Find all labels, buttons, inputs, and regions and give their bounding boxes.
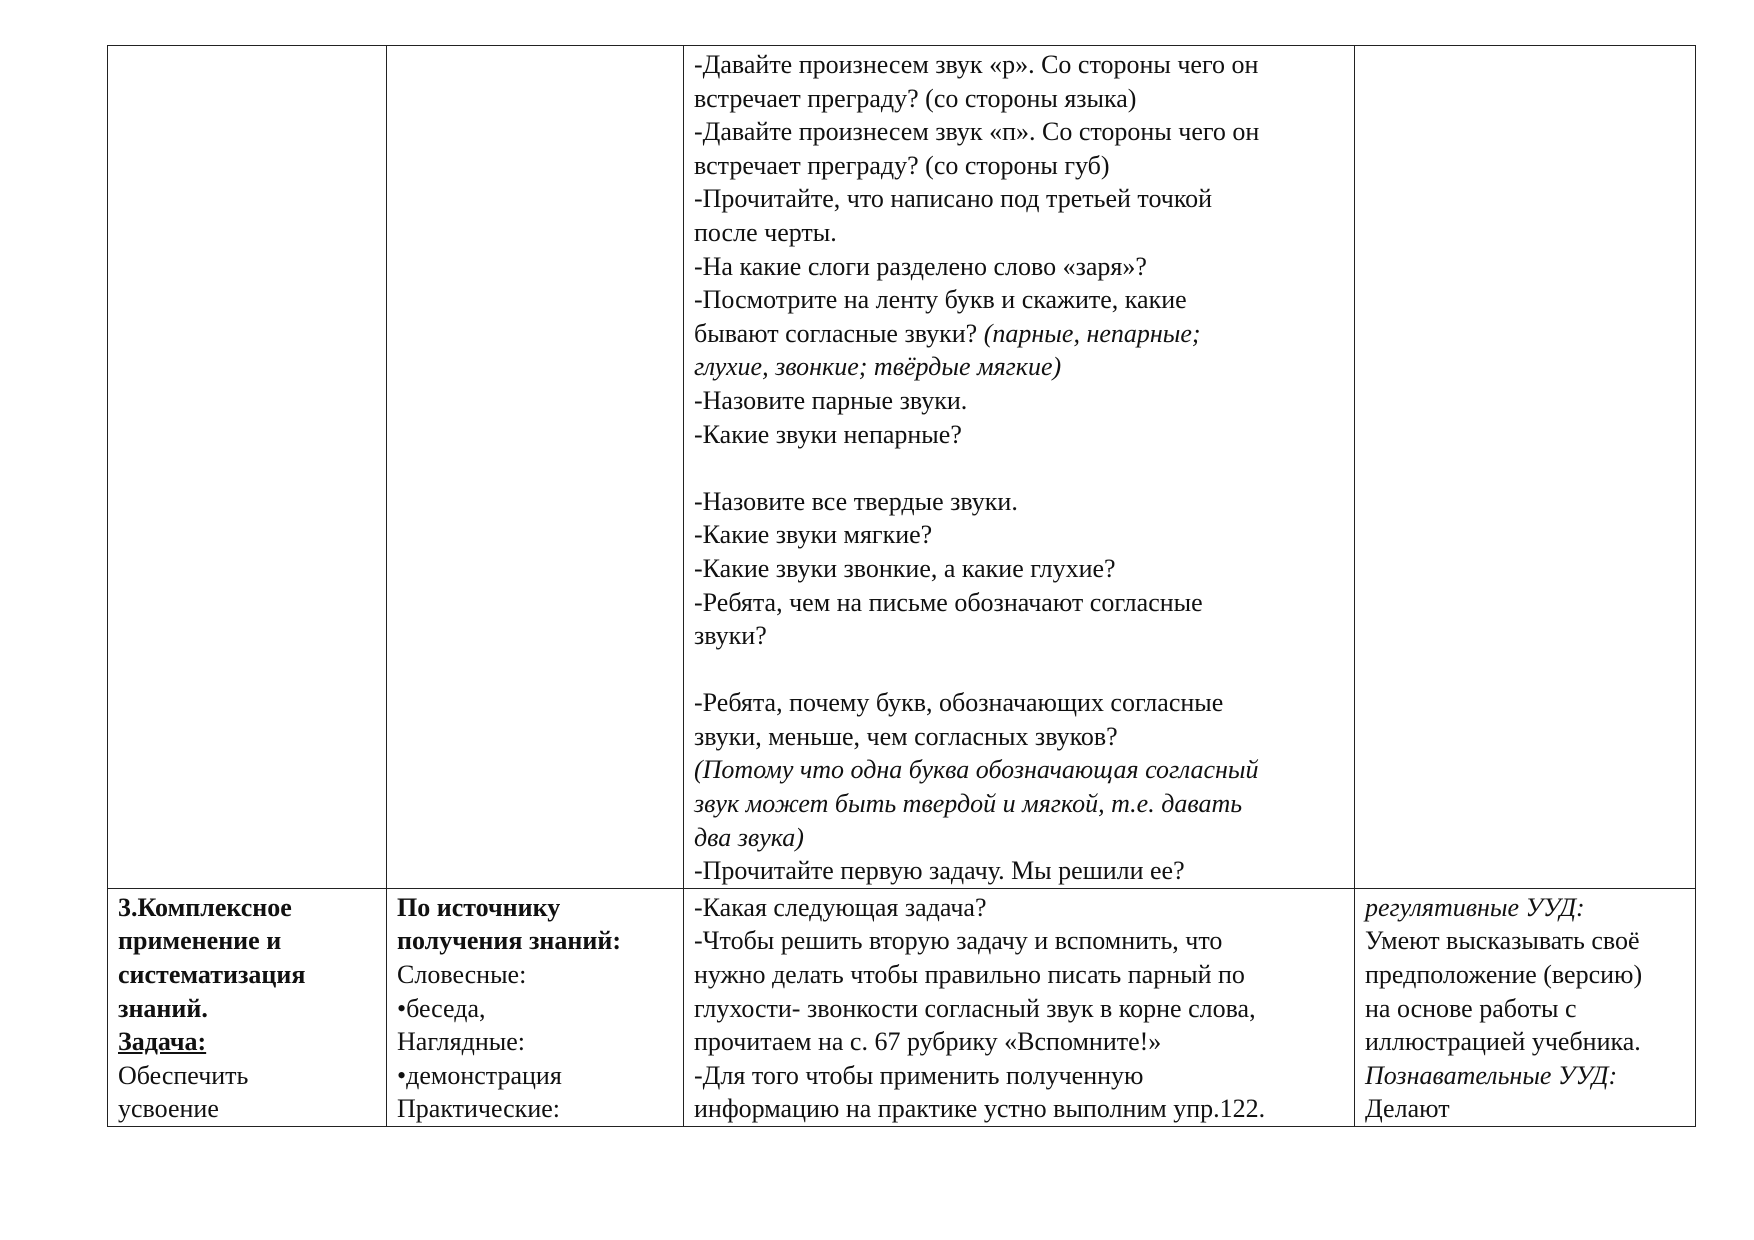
text-line: -Ребята, чем на письме обозначают согласные [694,587,1203,617]
text-line: два звука) [694,822,804,852]
text-lines [694,48,1344,888]
text-line: -Прочитайте, что написано под третьей точкой [694,184,1213,214]
text-line: -На какие слоги разделено слово «заря»? [694,251,1147,281]
text-line: после черты. [694,217,837,247]
text-line: Словесные: [397,960,527,990]
text-line: 3.Комплексное [118,892,292,922]
text-line: -Посмотрите на ленту букв и скажите, какие [694,285,1187,315]
text-line: регулятивные УУД: [1365,892,1585,922]
text-line: иллюстрацией учебника. [1365,1027,1641,1057]
text-segment: (парные, непарные; [983,318,1201,348]
text-line: звук может быть твердой и мягкой, т.е. давать [694,789,1243,819]
text-line: глухости- звонкости согласный звук в корне слова, [694,993,1256,1023]
text-line: Умеют высказывать своё [1365,926,1640,956]
text-line: Делают [1365,1094,1450,1124]
stage-cell [108,888,387,1126]
text-lines [1365,891,1685,1126]
text-line: встречает преграду? (со стороны языка) [694,83,1137,113]
text-line: -Давайте произнесем звук «п». Со стороны чего он [694,117,1260,147]
text-line: -Какие звуки непарные? [694,419,962,449]
text-line: звуки? [694,621,767,651]
text-line: на основе работы с [1365,993,1577,1023]
text-line: По источнику [397,892,561,922]
text-line: звуки, меньше, чем согласных звуков? [694,721,1118,751]
text-line: -Прочитайте первую задачу. Мы решили ее? [694,856,1185,886]
table-row-stage-3 [108,888,1696,1126]
text-line [694,317,1344,351]
blank-line [694,451,1344,485]
text-line: Наглядные: [397,1027,525,1057]
text-line: применение и [118,926,282,956]
text-line: •демонстрация [397,1060,562,1090]
methods-cell [387,46,684,889]
text-line: (Потому что одна буква обозначающая согласный [694,755,1259,785]
text-line: •беседа, [397,993,486,1023]
text-line: Познавательные УУД: [1365,1060,1618,1090]
text-line: -Чтобы решить вторую задачу и вспомнить, что [694,926,1223,956]
text-line: -Назовите парные звуки. [694,385,968,415]
teacher-activity-cell [684,46,1355,889]
text-line: усвоение [118,1094,219,1124]
text-line: встречает преграду? (со стороны губ) [694,150,1110,180]
text-line: -Для того чтобы применить полученную [694,1060,1144,1090]
text-line: -Какие звуки мягкие? [694,520,933,550]
teacher-activity-cell [684,888,1355,1126]
text-line: -Какая следующая задача? [694,892,987,922]
lesson-plan-table [107,45,1696,1127]
table-row-continuation [108,46,1696,889]
text-lines [397,891,673,1126]
blank-line [694,653,1344,687]
text-line: Практические: [397,1094,560,1124]
text-lines [118,891,376,1126]
text-line: нужно делать чтобы правильно писать парный по [694,960,1245,990]
text-line: глухие, звонкие; твёрдые мягкие) [694,352,1062,382]
text-line: Задача: [118,1027,207,1057]
stage-cell [108,46,387,889]
text-line: Обеспечить [118,1060,249,1090]
text-line: предположение (версию) [1365,960,1643,990]
text-segment: бывают согласные звуки? [694,318,984,348]
text-lines [694,891,1344,1126]
text-line: знаний. [118,993,208,1023]
uud-cell [1355,888,1696,1126]
text-line: прочитаем на с. 67 рубрику «Вспомните!» [694,1027,1162,1057]
text-line: -Давайте произнесем звук «р». Со стороны чего он [694,50,1259,79]
text-line: получения знаний: [397,926,621,956]
methods-cell [387,888,684,1126]
text-line: информацию на практике устно выполним упр.122. [694,1094,1266,1124]
text-line: -Какие звуки звонкие, а какие глухие? [694,553,1116,583]
text-line: -Ребята, почему букв, обозначающих согласные [694,688,1224,718]
uud-cell [1355,46,1696,889]
text-line: -Назовите все твердые звуки. [694,486,1018,516]
text-line: систематизация [118,960,306,990]
